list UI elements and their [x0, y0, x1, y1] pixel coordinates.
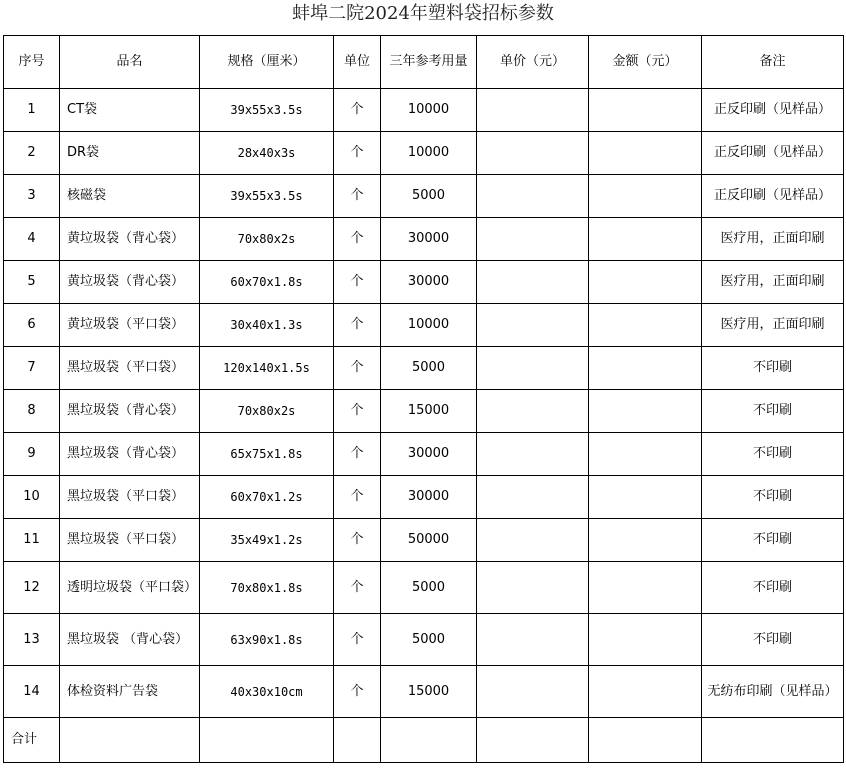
cell-remarks: 不印刷 [702, 562, 844, 614]
cell-seq: 13 [4, 614, 60, 666]
total-spec [200, 718, 334, 763]
cell-remarks: 不印刷 [702, 347, 844, 390]
cell-spec: 35x49x1.2s [200, 519, 334, 562]
total-unit [334, 718, 381, 763]
cell-unit: 个 [334, 304, 381, 347]
cell-seq: 9 [4, 433, 60, 476]
total-label: 合计 [4, 718, 60, 763]
total-name [60, 718, 200, 763]
cell-remarks: 不印刷 [702, 433, 844, 476]
cell-seq: 1 [4, 89, 60, 132]
cell-quantity: 15000 [381, 666, 477, 718]
table-row [4, 304, 844, 347]
cell-unit: 个 [334, 614, 381, 666]
header-name: 品名 [60, 36, 200, 89]
cell-quantity: 15000 [381, 390, 477, 433]
cell-name: 黄垃圾袋（平口袋） [60, 304, 200, 347]
cell-amount[interactable] [589, 433, 702, 476]
table-row [4, 347, 844, 390]
cell-amount[interactable] [589, 304, 702, 347]
cell-amount[interactable] [589, 476, 702, 519]
cell-seq: 12 [4, 562, 60, 614]
cell-amount[interactable] [589, 666, 702, 718]
cell-unit: 个 [334, 433, 381, 476]
cell-seq: 4 [4, 218, 60, 261]
table-row [4, 132, 844, 175]
cell-remarks: 正反印刷（见样品） [702, 89, 844, 132]
cell-seq: 2 [4, 132, 60, 175]
table-row [4, 218, 844, 261]
cell-remarks: 不印刷 [702, 476, 844, 519]
header-seq: 序号 [4, 36, 60, 89]
table-row [4, 614, 844, 666]
cell-remarks: 医疗用，正面印刷 [702, 304, 844, 347]
cell-unit: 个 [334, 519, 381, 562]
cell-quantity: 30000 [381, 433, 477, 476]
cell-unit-price[interactable] [477, 390, 589, 433]
cell-quantity: 10000 [381, 304, 477, 347]
cell-seq: 5 [4, 261, 60, 304]
cell-unit-price[interactable] [477, 89, 589, 132]
header-amount: 金额（元） [589, 36, 702, 89]
cell-unit: 个 [334, 89, 381, 132]
cell-unit-price[interactable] [477, 347, 589, 390]
cell-remarks: 无纺布印刷（见样品） [702, 666, 844, 718]
cell-unit-price[interactable] [477, 218, 589, 261]
cell-unit: 个 [334, 218, 381, 261]
table-row [4, 433, 844, 476]
cell-unit-price[interactable] [477, 614, 589, 666]
cell-spec: 70x80x2s [200, 218, 334, 261]
cell-unit: 个 [334, 562, 381, 614]
cell-name: 黑垃圾袋（平口袋） [60, 519, 200, 562]
cell-unit: 个 [334, 476, 381, 519]
cell-seq: 11 [4, 519, 60, 562]
cell-quantity: 30000 [381, 218, 477, 261]
document-title: 蚌埠二院2024年塑料袋招标参数 [292, 3, 554, 24]
cell-seq: 3 [4, 175, 60, 218]
cell-spec: 30x40x1.3s [200, 304, 334, 347]
bid-parameters-table [3, 35, 844, 763]
cell-name: 黑垃圾袋（平口袋） [60, 476, 200, 519]
table-row [4, 261, 844, 304]
cell-name: 黑垃圾袋（平口袋） [60, 347, 200, 390]
cell-unit-price[interactable] [477, 304, 589, 347]
total-unit-price[interactable] [477, 718, 589, 763]
cell-seq: 8 [4, 390, 60, 433]
cell-spec: 39x55x3.5s [200, 175, 334, 218]
cell-amount[interactable] [589, 175, 702, 218]
cell-seq: 7 [4, 347, 60, 390]
cell-quantity: 30000 [381, 476, 477, 519]
cell-unit: 个 [334, 666, 381, 718]
cell-spec: 60x70x1.2s [200, 476, 334, 519]
table-row [4, 666, 844, 718]
cell-remarks: 正反印刷（见样品） [702, 132, 844, 175]
cell-amount[interactable] [589, 132, 702, 175]
cell-quantity: 50000 [381, 519, 477, 562]
cell-unit-price[interactable] [477, 519, 589, 562]
cell-name: 黑垃圾袋（背心袋） [60, 433, 200, 476]
header-spec: 规格（厘米） [200, 36, 334, 89]
cell-spec: 40x30x10cm [200, 666, 334, 718]
table-header-row [4, 36, 844, 89]
cell-unit: 个 [334, 175, 381, 218]
cell-unit-price[interactable] [477, 476, 589, 519]
cell-name: 黄垃圾袋（背心袋） [60, 261, 200, 304]
cell-unit: 个 [334, 132, 381, 175]
cell-quantity: 5000 [381, 562, 477, 614]
cell-seq: 6 [4, 304, 60, 347]
cell-name: 黑垃圾袋 （背心袋） [60, 614, 200, 666]
cell-name: 透明垃圾袋（平口袋） [60, 562, 200, 614]
cell-quantity: 10000 [381, 132, 477, 175]
cell-spec: 60x70x1.8s [200, 261, 334, 304]
cell-unit: 个 [334, 261, 381, 304]
cell-spec: 65x75x1.8s [200, 433, 334, 476]
cell-quantity: 10000 [381, 89, 477, 132]
cell-name: 黄垃圾袋（背心袋） [60, 218, 200, 261]
table-row [4, 89, 844, 132]
cell-name: DR袋 [60, 132, 200, 175]
header-unit-price: 单价（元） [477, 36, 589, 89]
cell-remarks: 医疗用，正面印刷 [702, 218, 844, 261]
total-amount[interactable] [589, 718, 702, 763]
cell-name: 黑垃圾袋（背心袋） [60, 390, 200, 433]
total-quantity [381, 718, 477, 763]
cell-amount[interactable] [589, 347, 702, 390]
cell-name: 核磁袋 [60, 175, 200, 218]
cell-amount[interactable] [589, 89, 702, 132]
cell-remarks: 不印刷 [702, 614, 844, 666]
cell-quantity: 30000 [381, 261, 477, 304]
total-remarks [702, 718, 844, 763]
cell-quantity: 5000 [381, 614, 477, 666]
header-quantity: 三年参考用量 [381, 36, 477, 89]
cell-remarks: 不印刷 [702, 390, 844, 433]
table-row [4, 562, 844, 614]
table-row [4, 476, 844, 519]
cell-unit-price[interactable] [477, 132, 589, 175]
cell-unit-price[interactable] [477, 666, 589, 718]
cell-unit: 个 [334, 390, 381, 433]
cell-amount[interactable] [589, 519, 702, 562]
cell-seq: 10 [4, 476, 60, 519]
cell-spec: 28x40x3s [200, 132, 334, 175]
header-remarks: 备注 [702, 36, 844, 89]
header-unit: 单位 [334, 36, 381, 89]
table-row [4, 175, 844, 218]
cell-amount[interactable] [589, 614, 702, 666]
cell-amount[interactable] [589, 390, 702, 433]
cell-unit-price[interactable] [477, 433, 589, 476]
cell-name: CT袋 [60, 89, 200, 132]
cell-quantity: 5000 [381, 347, 477, 390]
cell-spec: 63x90x1.8s [200, 614, 334, 666]
cell-spec: 70x80x2s [200, 390, 334, 433]
table-row [4, 390, 844, 433]
cell-seq: 14 [4, 666, 60, 718]
cell-spec: 39x55x3.5s [200, 89, 334, 132]
total-row [4, 718, 844, 763]
cell-amount[interactable] [589, 218, 702, 261]
cell-unit: 个 [334, 347, 381, 390]
cell-quantity: 5000 [381, 175, 477, 218]
cell-spec: 120x140x1.5s [200, 347, 334, 390]
cell-unit-price[interactable] [477, 175, 589, 218]
cell-spec: 70x80x1.8s [200, 562, 334, 614]
table-row [4, 519, 844, 562]
cell-remarks: 正反印刷（见样品） [702, 175, 844, 218]
cell-remarks: 医疗用，正面印刷 [702, 261, 844, 304]
cell-name: 体检资料广告袋 [60, 666, 200, 718]
cell-unit-price[interactable] [477, 261, 589, 304]
cell-unit-price[interactable] [477, 562, 589, 614]
cell-amount[interactable] [589, 261, 702, 304]
cell-remarks: 不印刷 [702, 519, 844, 562]
cell-amount[interactable] [589, 562, 702, 614]
